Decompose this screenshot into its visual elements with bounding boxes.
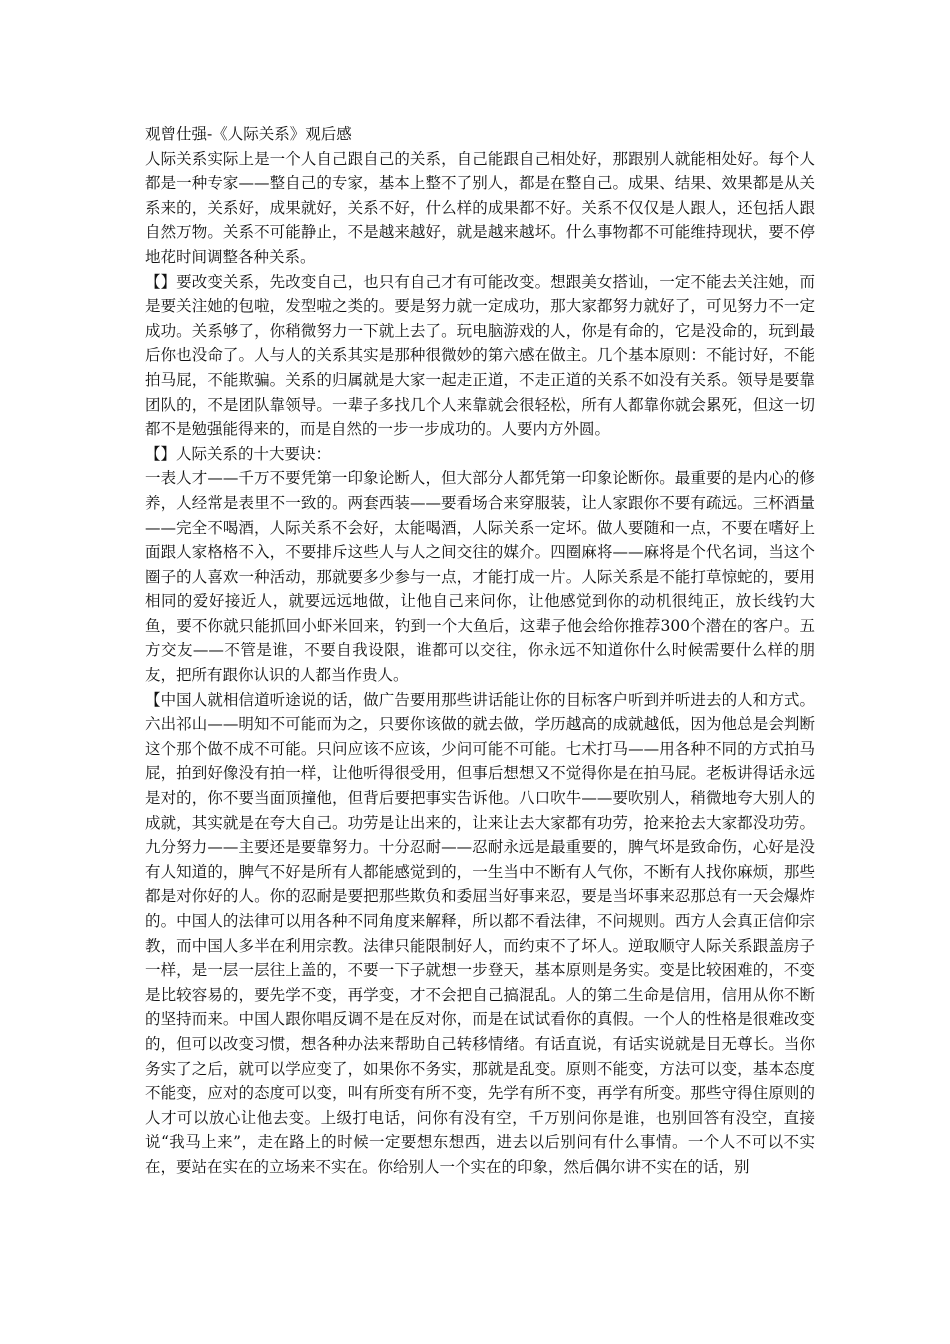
paragraph-intro: 人际关系实际上是一个人自己跟自己的关系，自己能跟自己相处好，那跟别人就能相处好。每个人都是一种专家——整自己的专家，基本上整不了别人，都是在整自己。成果、结果、效果都是从关系来的，关系好，成果就好，关系不好，什么样的成果都不好。关系不仅仅是人跟人，还包括人跟自然万物。关系不可能静止，不是越来越好，就是越来越坏。什么事物都不可能维持现状，要不停地花时间调整各种关系。: [145, 149, 815, 266]
document-title: 观曾仕强-《人际关系》观后感: [145, 125, 352, 143]
paragraph-tips-one-to-five: 一表人才——千万不要凭第一印象论断人，但大部分人都凭第一印象论断你。最重要的是内心的修养，人经常是表里不一致的。两套西装——要看场合来穿服装，让人家跟你不要有疏远。三杯酒量——完全不喝酒，人际关系不会好，太能喝酒，人际关系一定坏。做人要随和一点，不要在嗜好上面跟人家格格不入，不要排斥这些人与人之间交往的媒介。四圈麻将——麻将是个代名词，当这个圈子的人喜欢一种活动，那就要多少参与一点，才能打成一片。人际关系是不能打草惊蛇的，要用相同的爱好接近人，就要远远地做，让他自己来问你，让他感觉到你的动机很纯正，放长线钓大鱼，要不你就只能抓回小虾米回来，钓到一个大鱼后，这辈子他会给你推荐300个潜在的客户。五方交友——不管是谁，不要自我设限，谁都可以交往，你永远不知道你什么时候需要什么样的朋友，把所有跟你认识的人都当作贵人。: [145, 469, 815, 685]
paragraph-ten-tips-heading: 【】人际关系的十大要诀：: [145, 444, 332, 463]
paragraph-change-self: 【】要改变关系，先改变自己，也只有自己才有可能改变。想跟美女搭讪，一定不能去关注她，而是要关注她的包啦，发型啦之类的。要是努力就一定成功，那大家都努力就好了，可见努力不一定成功。关系够了，你稍微努力一下就上去了。玩电脑游戏的人，你是有命的，它是没命的，玩到最后你也没命了。人与人的关系其实是那种很微妙的第六感在做主。几个基本原则：不能讨好，不能拍马屁，不能欺骗。关系的归属就是大家一起走正道，不走正道的关系不如没有关系。领导是要靠团队的，不是团队靠领导。一辈子多找几个人来靠就会很轻松，所有人都靠你就会累死，但这一切都不是勉强能得来的，而是自然的一步一步成功的。人要内方外圆。: [145, 272, 815, 439]
document-body: [145, 122, 815, 1180]
paragraph-tips-six-to-ten: 【中国人就相信道听途说的话，做广告要用那些讲话能让你的目标客户听到并听进去的人和方式。六出祁山——明知不可能而为之，只要你该做的就去做，学历越高的成就越低，因为他总是会判断这个那个做不成不可能。只问应该不应该，少问可能不可能。七术打马——用各种不同的方式拍马屁，拍到好像没有拍一样，让他听得很受用，但事后想想又不觉得你是在拍马屁。老板讲得话永远是对的，你不要当面顶撞他，但背后要把事实告诉他。八口吹牛——要吹别人，稍微地夸大别人的成就，其实就是在夸大自己。功劳是让出来的，让来让去大家都有功劳，抢来抢去大家都没功劳。九分努力——主要还是要靠努力。十分忍耐——忍耐永远是最重要的，脾气坏是致命伤，心好是没有人知道的，脾气不好是所有人都能感觉到的，一生当中不断有人气你，不断有人找你麻烦，那些都是对你好的人。你的忍耐是要把那些欺负和委屈当好事来忍，要是当坏事来忍那总有一天会爆炸的。中国人的法律可以用各种不同角度来解释，所以都不看法律，不问规则。西方人会真正信仰宗教，而中国人多半在利用宗教。法律只能限制好人，而约束不了坏人。逆取顺守人际关系跟盖房子一样，是一层一层往上盖的，不要一下子就想一步登天，基本原则是务实。变是比较困难的，不变是比较容易的，要先学不变，再学变，才不会把自己搞混乱。人的第二生命是信用，信用从你不断的坚持而来。中国人跟你唱反调不是在反对你，而是在试试看你的真假。一个人的性格是很难改变的，但可以改变习惯，想各种办法来帮助自己转移情绪。有话直说，有话实说就是目无尊长。当你务实了之后，就可以学应变了，如果你不务实，那就是乱变。原则不能变，方法可以变，基本态度不能变，应对的态度可以变，叫有所变有所不变，先学有所不变，再学有所变。那些守得住原则的人才可以放心让他去变。上级打电话，问你有没有空，千万别问你是谁，也别回答有没空，直接说“我马上来”，走在路上的时候一定要想东想西，进去以后别问有什么事情。一个人不可以不实在，要站在实在的立场来不实在。你给别人一个实在的印象，然后偶尔讲不实在的话，别: [145, 690, 815, 1176]
